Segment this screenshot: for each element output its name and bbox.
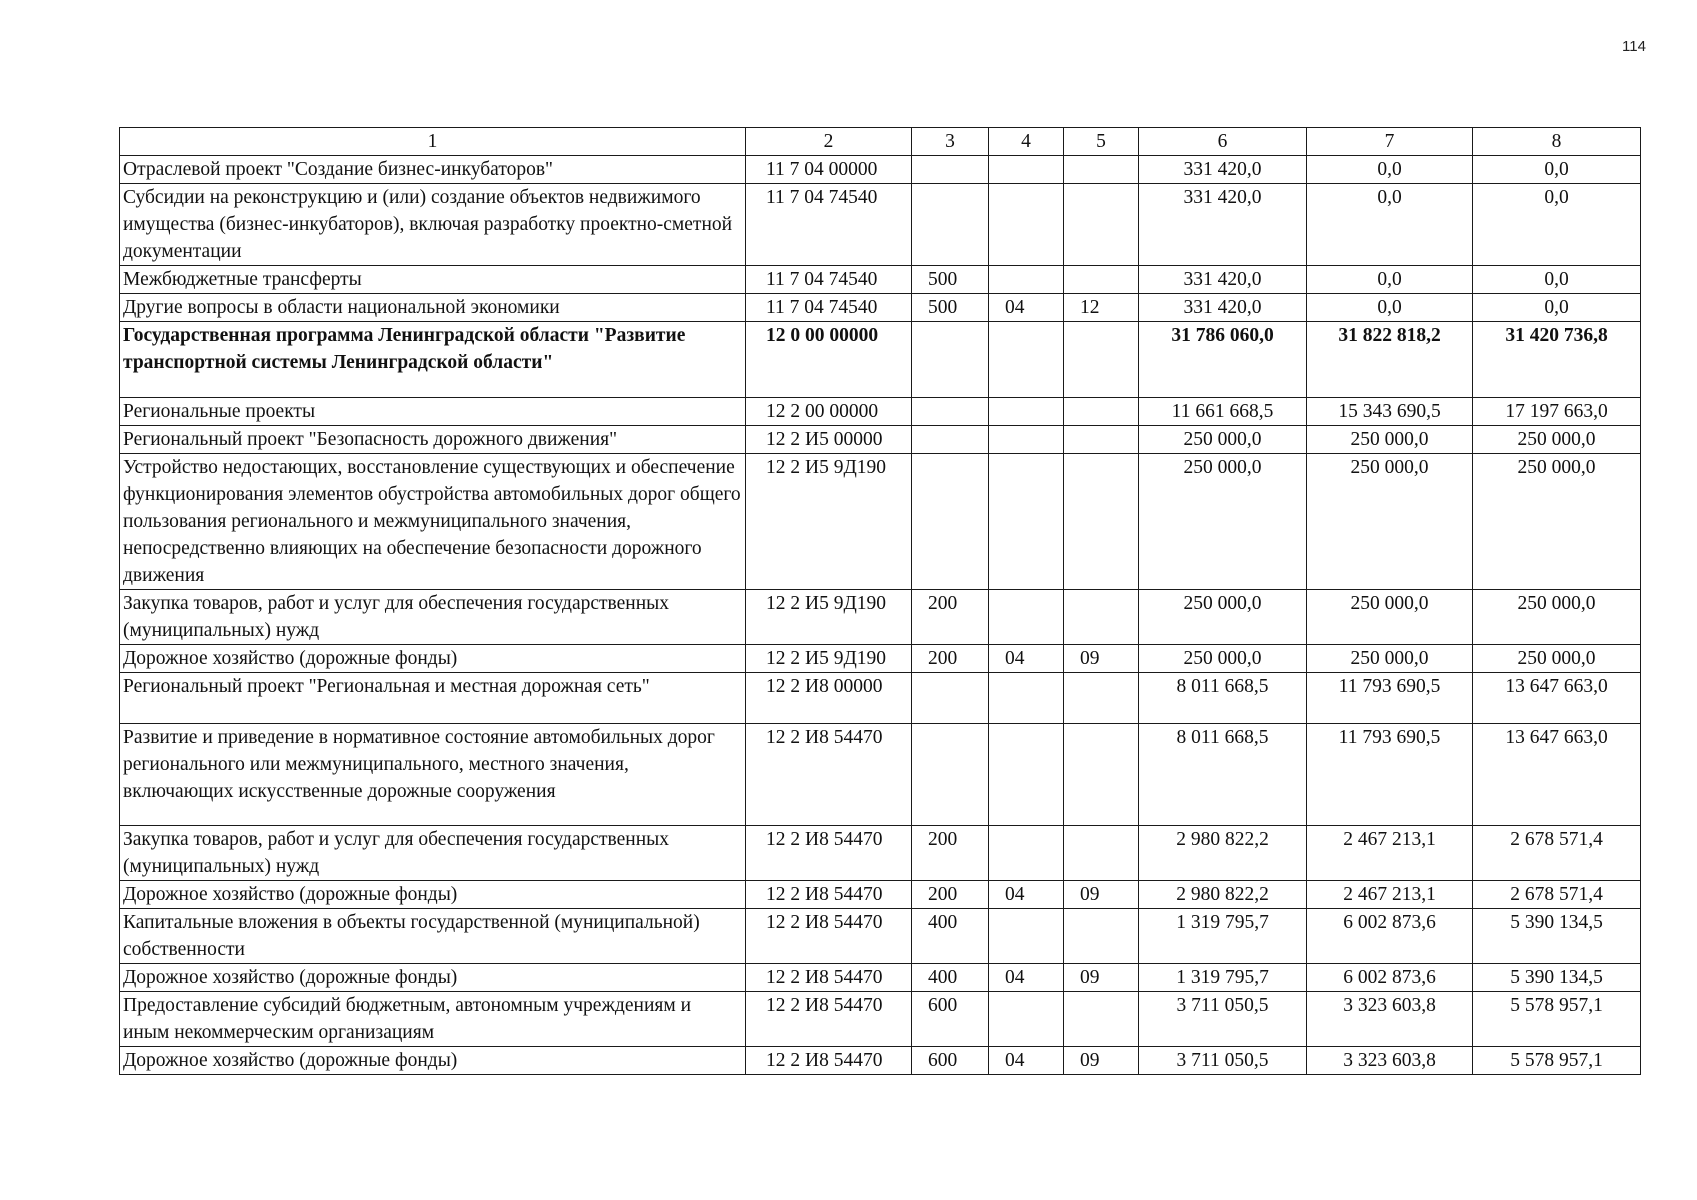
amount-col6-cell: 250 000,0: [1139, 590, 1307, 645]
section-cell: [989, 673, 1064, 724]
target-code-cell: 12 0 00 00000: [746, 322, 912, 398]
amount-col6-cell: 2 980 822,2: [1139, 826, 1307, 881]
amount-col8-cell: 0,0: [1473, 184, 1641, 266]
amount-col8-cell: 13 647 663,0: [1473, 724, 1641, 826]
item-name-cell: Капитальные вложения в объекты государственной (муниципальной) собственности: [120, 909, 746, 964]
section-cell: [989, 909, 1064, 964]
expense-type-cell: 400: [912, 909, 989, 964]
section-cell: 04: [989, 964, 1064, 992]
target-code-cell: 12 2 И5 00000: [746, 426, 912, 454]
amount-col8-cell: 5 390 134,5: [1473, 909, 1641, 964]
item-name-cell: Государственная программа Ленинградской области "Развитие транспортной системы Ленинградской области": [120, 322, 746, 398]
section-cell: 04: [989, 1047, 1064, 1075]
item-name-cell: Региональные проекты: [120, 398, 746, 426]
amount-col8-cell: 17 197 663,0: [1473, 398, 1641, 426]
expense-type-cell: [912, 426, 989, 454]
target-code-cell: 12 2 И8 54470: [746, 992, 912, 1047]
column-header: 8: [1473, 128, 1641, 156]
section-cell: [989, 184, 1064, 266]
amount-col8-cell: 31 420 736,8: [1473, 322, 1641, 398]
target-code-cell: 11 7 04 74540: [746, 266, 912, 294]
subsection-cell: [1064, 266, 1139, 294]
section-cell: [989, 826, 1064, 881]
amount-col6-cell: 8 011 668,5: [1139, 724, 1307, 826]
item-name-cell: Региональный проект "Безопасность дорожного движения": [120, 426, 746, 454]
section-cell: [989, 454, 1064, 590]
table-row: [120, 826, 1641, 881]
item-name-cell: Закупка товаров, работ и услуг для обеспечения государственных (муниципальных) нужд: [120, 590, 746, 645]
item-name-cell: Межбюджетные трансферты: [120, 266, 746, 294]
item-name-cell: Предоставление субсидий бюджетным, автономным учреждениям и иным некоммерческим организациям: [120, 992, 746, 1047]
table-row: [120, 909, 1641, 964]
amount-col7-cell: 15 343 690,5: [1307, 398, 1473, 426]
target-code-cell: 11 7 04 74540: [746, 294, 912, 322]
amount-col6-cell: 331 420,0: [1139, 266, 1307, 294]
table-row: [120, 724, 1641, 826]
amount-col7-cell: 2 467 213,1: [1307, 826, 1473, 881]
amount-col6-cell: 8 011 668,5: [1139, 673, 1307, 724]
target-code-cell: 12 2 И8 00000: [746, 673, 912, 724]
amount-col8-cell: 0,0: [1473, 266, 1641, 294]
amount-col8-cell: 5 578 957,1: [1473, 1047, 1641, 1075]
subsection-cell: [1064, 184, 1139, 266]
target-code-cell: 12 2 И5 9Д190: [746, 590, 912, 645]
amount-col8-cell: 0,0: [1473, 156, 1641, 184]
amount-col7-cell: 250 000,0: [1307, 454, 1473, 590]
table-row: [120, 322, 1641, 398]
section-cell: [989, 590, 1064, 645]
subsection-cell: [1064, 826, 1139, 881]
page-number: 114: [1622, 38, 1646, 55]
subsection-cell: 09: [1064, 1047, 1139, 1075]
table-row: [120, 645, 1641, 673]
target-code-cell: 12 2 И8 54470: [746, 909, 912, 964]
amount-col6-cell: 1 319 795,7: [1139, 909, 1307, 964]
table-header-row: [120, 128, 1641, 156]
subsection-cell: 09: [1064, 964, 1139, 992]
target-code-cell: 12 2 И8 54470: [746, 1047, 912, 1075]
amount-col6-cell: 1 319 795,7: [1139, 964, 1307, 992]
amount-col6-cell: 31 786 060,0: [1139, 322, 1307, 398]
table-row: [120, 590, 1641, 645]
expense-type-cell: [912, 454, 989, 590]
amount-col8-cell: 0,0: [1473, 294, 1641, 322]
amount-col8-cell: 5 578 957,1: [1473, 992, 1641, 1047]
expense-type-cell: 600: [912, 992, 989, 1047]
target-code-cell: 12 2 И8 54470: [746, 964, 912, 992]
expense-type-cell: 200: [912, 645, 989, 673]
item-name-cell: Устройство недостающих, восстановление существующих и обеспечение функционирования элементов обустройства автомобильных дорог общего пользования регионального и межмуниципального значения, непосредственно влияющих на обеспечение безопасности дорожного движения: [120, 454, 746, 590]
section-cell: 04: [989, 881, 1064, 909]
section-cell: [989, 426, 1064, 454]
item-name-cell: Субсидии на реконструкцию и (или) создание объектов недвижимого имущества (бизнес-инкубаторов), включая разработку проектно-сметной документации: [120, 184, 746, 266]
expense-type-cell: 500: [912, 266, 989, 294]
section-cell: [989, 724, 1064, 826]
expense-type-cell: [912, 184, 989, 266]
amount-col6-cell: 331 420,0: [1139, 156, 1307, 184]
expense-type-cell: 200: [912, 590, 989, 645]
target-code-cell: 11 7 04 00000: [746, 156, 912, 184]
amount-col6-cell: 2 980 822,2: [1139, 881, 1307, 909]
amount-col7-cell: 3 323 603,8: [1307, 992, 1473, 1047]
budget-table: [119, 127, 1641, 1075]
subsection-cell: [1064, 454, 1139, 590]
amount-col7-cell: 6 002 873,6: [1307, 909, 1473, 964]
item-name-cell: Другие вопросы в области национальной экономики: [120, 294, 746, 322]
amount-col7-cell: 0,0: [1307, 156, 1473, 184]
expense-type-cell: 200: [912, 881, 989, 909]
item-name-cell: Отраслевой проект "Создание бизнес-инкубаторов": [120, 156, 746, 184]
column-header: 6: [1139, 128, 1307, 156]
subsection-cell: [1064, 156, 1139, 184]
table-row: [120, 964, 1641, 992]
amount-col6-cell: 11 661 668,5: [1139, 398, 1307, 426]
item-name-cell: Дорожное хозяйство (дорожные фонды): [120, 964, 746, 992]
amount-col8-cell: 250 000,0: [1473, 454, 1641, 590]
expense-type-cell: 500: [912, 294, 989, 322]
amount-col8-cell: 2 678 571,4: [1473, 826, 1641, 881]
amount-col6-cell: 250 000,0: [1139, 426, 1307, 454]
item-name-cell: Дорожное хозяйство (дорожные фонды): [120, 645, 746, 673]
subsection-cell: [1064, 426, 1139, 454]
amount-col7-cell: 11 793 690,5: [1307, 724, 1473, 826]
expense-type-cell: 600: [912, 1047, 989, 1075]
expense-type-cell: [912, 322, 989, 398]
section-cell: [989, 156, 1064, 184]
item-name-cell: Региональный проект "Региональная и местная дорожная сеть": [120, 673, 746, 724]
target-code-cell: 12 2 И8 54470: [746, 826, 912, 881]
section-cell: 04: [989, 294, 1064, 322]
table-row: [120, 294, 1641, 322]
section-cell: [989, 266, 1064, 294]
section-cell: [989, 398, 1064, 426]
amount-col6-cell: 250 000,0: [1139, 645, 1307, 673]
target-code-cell: 12 2 И8 54470: [746, 724, 912, 826]
expense-type-cell: 200: [912, 826, 989, 881]
amount-col7-cell: 250 000,0: [1307, 426, 1473, 454]
amount-col8-cell: 250 000,0: [1473, 426, 1641, 454]
expense-type-cell: 400: [912, 964, 989, 992]
amount-col7-cell: 2 467 213,1: [1307, 881, 1473, 909]
amount-col6-cell: 331 420,0: [1139, 184, 1307, 266]
table-row: [120, 156, 1641, 184]
table-row: [120, 454, 1641, 590]
target-code-cell: 12 2 И5 9Д190: [746, 645, 912, 673]
subsection-cell: [1064, 322, 1139, 398]
table-row: [120, 426, 1641, 454]
subsection-cell: [1064, 673, 1139, 724]
amount-col6-cell: 250 000,0: [1139, 454, 1307, 590]
table-row: [120, 184, 1641, 266]
item-name-cell: Закупка товаров, работ и услуг для обеспечения государственных (муниципальных) нужд: [120, 826, 746, 881]
expense-type-cell: [912, 724, 989, 826]
expense-type-cell: [912, 673, 989, 724]
amount-col7-cell: 6 002 873,6: [1307, 964, 1473, 992]
item-name-cell: Развитие и приведение в нормативное состояние автомобильных дорог регионального или межмуниципального, местного значения, включающих искусственные дорожные сооружения: [120, 724, 746, 826]
table-row: [120, 398, 1641, 426]
column-header: 3: [912, 128, 989, 156]
table-row: [120, 673, 1641, 724]
column-header: 2: [746, 128, 912, 156]
table-row: [120, 992, 1641, 1047]
column-header: 4: [989, 128, 1064, 156]
column-header: 1: [120, 128, 746, 156]
subsection-cell: [1064, 724, 1139, 826]
amount-col6-cell: 3 711 050,5: [1139, 1047, 1307, 1075]
subsection-cell: [1064, 909, 1139, 964]
amount-col8-cell: 2 678 571,4: [1473, 881, 1641, 909]
target-code-cell: 12 2 00 00000: [746, 398, 912, 426]
table-row: [120, 266, 1641, 294]
section-cell: [989, 322, 1064, 398]
amount-col8-cell: 13 647 663,0: [1473, 673, 1641, 724]
amount-col7-cell: 31 822 818,2: [1307, 322, 1473, 398]
amount-col7-cell: 3 323 603,8: [1307, 1047, 1473, 1075]
section-cell: 04: [989, 645, 1064, 673]
amount-col7-cell: 0,0: [1307, 184, 1473, 266]
subsection-cell: 12: [1064, 294, 1139, 322]
subsection-cell: [1064, 398, 1139, 426]
target-code-cell: 12 2 И5 9Д190: [746, 454, 912, 590]
target-code-cell: 11 7 04 74540: [746, 184, 912, 266]
amount-col7-cell: 250 000,0: [1307, 645, 1473, 673]
item-name-cell: Дорожное хозяйство (дорожные фонды): [120, 1047, 746, 1075]
item-name-cell: Дорожное хозяйство (дорожные фонды): [120, 881, 746, 909]
column-header: 7: [1307, 128, 1473, 156]
expense-type-cell: [912, 398, 989, 426]
subsection-cell: 09: [1064, 881, 1139, 909]
table-row: [120, 881, 1641, 909]
amount-col7-cell: 11 793 690,5: [1307, 673, 1473, 724]
column-header: 5: [1064, 128, 1139, 156]
subsection-cell: [1064, 590, 1139, 645]
section-cell: [989, 992, 1064, 1047]
amount-col6-cell: 331 420,0: [1139, 294, 1307, 322]
subsection-cell: [1064, 992, 1139, 1047]
amount-col7-cell: 250 000,0: [1307, 590, 1473, 645]
amount-col8-cell: 250 000,0: [1473, 590, 1641, 645]
subsection-cell: 09: [1064, 645, 1139, 673]
table-row: [120, 1047, 1641, 1075]
target-code-cell: 12 2 И8 54470: [746, 881, 912, 909]
expense-type-cell: [912, 156, 989, 184]
amount-col6-cell: 3 711 050,5: [1139, 992, 1307, 1047]
amount-col7-cell: 0,0: [1307, 266, 1473, 294]
amount-col8-cell: 5 390 134,5: [1473, 964, 1641, 992]
amount-col7-cell: 0,0: [1307, 294, 1473, 322]
amount-col8-cell: 250 000,0: [1473, 645, 1641, 673]
